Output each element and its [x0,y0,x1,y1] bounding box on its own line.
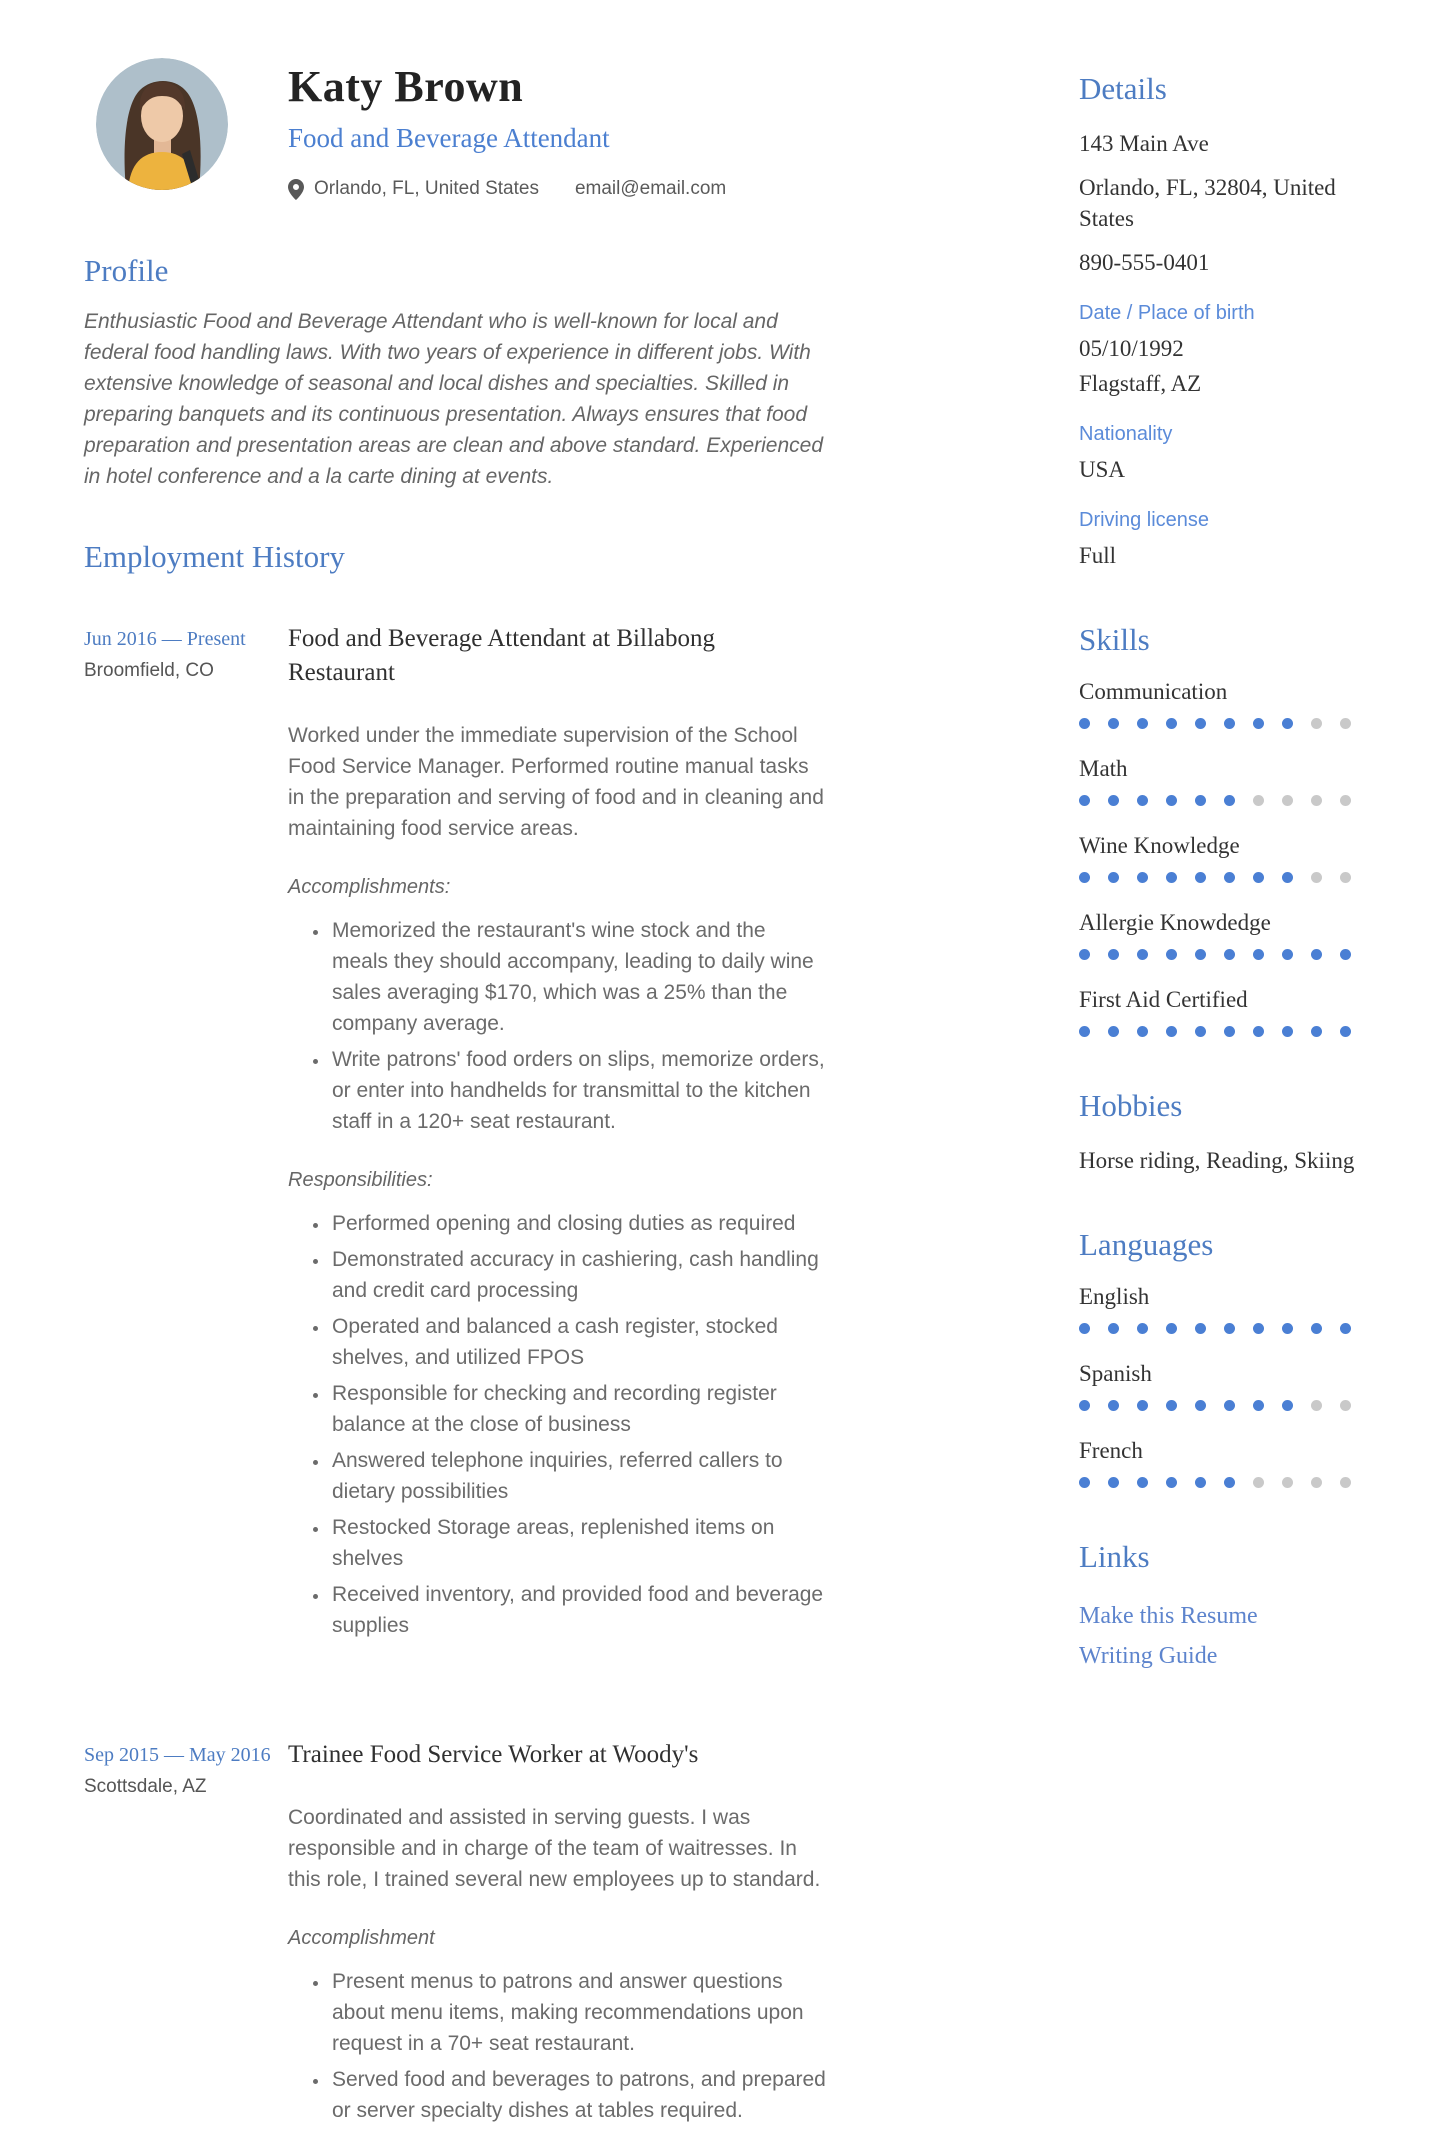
job-bullet: • Answered telephone inquiries, referred callers to dietary possibilities [330,1445,826,1507]
details-heading: Details [1079,71,1167,106]
level-dot [1282,795,1293,806]
level-dot [1224,1400,1235,1411]
skills-section [1079,621,1365,1037]
level-dot [1108,1323,1119,1334]
job-location: Broomfield, CO [84,660,214,681]
level-dot [1108,949,1119,960]
skill-level-dots [1079,949,1365,960]
level-dot [1282,872,1293,883]
job-bullet: • Demonstrated accuracy in cashiering, cash handling and credit card processing [330,1244,826,1306]
level-dot [1340,949,1351,960]
level-dot [1224,718,1235,729]
level-dot [1137,1400,1148,1411]
skill-level-dots [1079,1026,1365,1037]
detail-label: Driving license [1079,509,1210,531]
level-dot [1253,1026,1264,1037]
level-dot [1282,1400,1293,1411]
hobbies-section [1079,1087,1365,1176]
job-bullet: • Restocked Storage areas, replenished items on shelves [330,1512,826,1574]
level-dot [1224,949,1235,960]
level-dot [1311,795,1322,806]
job-dates: Sep 2015 — May 2016 [84,1744,271,1766]
detail-value: 05/10/1992 [1079,336,1184,361]
job-bullet: • Present menus to patrons and answer questions about menu items, making recommendations upon request in a 70+ seat restaurant. [330,1966,826,2059]
level-dot [1137,872,1148,883]
location-text: Orlando, FL, United States [314,178,539,199]
person-name: Katy Brown [288,62,524,111]
level-dot [1253,718,1264,729]
level-dot [1195,872,1206,883]
level-dot [1166,795,1177,806]
job-bullet: • Performed opening and closing duties as required [330,1208,826,1239]
language-level-dots [1079,1400,1365,1411]
level-dot [1253,795,1264,806]
skill-level-dots [1079,718,1365,729]
level-dot [1195,718,1206,729]
employment-heading: Employment History [84,539,345,574]
job-entry [84,1738,826,2131]
job-bullet: • Write patrons' food orders on slips, memorize orders, or enter into handhelds for transmittal to the kitchen staff in a 120+ seat restaurant. [330,1044,826,1137]
skill-name: Communication [1079,679,1228,704]
level-dot [1195,1400,1206,1411]
level-dot [1108,1026,1119,1037]
address-line2: Orlando, FL, 32804, United States [1079,175,1336,231]
language-level-dots [1079,1323,1365,1334]
job-bullet: • Responsible for checking and recording register balance at the close of business [330,1378,826,1440]
job-body [288,622,826,1646]
level-dot [1166,1477,1177,1488]
links-heading: Links [1079,1539,1150,1574]
level-dot [1311,872,1322,883]
job-title: Trainee Food Service Worker at Woody's [288,1741,699,1768]
level-dot [1340,795,1351,806]
job-subsection-label: Responsibilities: [288,1169,433,1191]
level-dot [1311,1477,1322,1488]
level-dot [1340,872,1351,883]
job-location: Scottsdale, AZ [84,1776,207,1797]
job-title: Food and Beverage Attendant at Billabong Restaurant [288,625,715,686]
level-dot [1108,1400,1119,1411]
address-line1: 143 Main Ave [1079,131,1209,156]
job-body [288,1738,826,2131]
job-bullet: • Received inventory, and provided food and beverage supplies [330,1579,826,1641]
detail-value: USA [1079,457,1126,482]
job-meta [84,622,288,1646]
job-dates: Jun 2016 — Present [84,628,246,650]
links-list [1079,1596,1365,1676]
details-fields [1079,302,1365,571]
level-dot [1079,949,1090,960]
level-dot [1195,1026,1206,1037]
profile-heading: Profile [84,253,169,288]
sidebar [1079,58,1365,2048]
level-dot [1311,949,1322,960]
level-dot [1282,1026,1293,1037]
languages-list [1079,1284,1365,1488]
profile-photo-illustration [96,58,228,190]
level-dot [1137,718,1148,729]
level-dot [1311,1026,1322,1037]
header-text [288,58,826,200]
level-dot [1108,795,1119,806]
language-name: English [1079,1284,1150,1309]
level-dot [1166,949,1177,960]
languages-section [1079,1226,1365,1488]
links-section [1079,1538,1365,1676]
level-dot [1224,795,1235,806]
skills-list [1079,679,1365,1037]
level-dot [1137,1323,1148,1334]
person-job-title: Food and Beverage Attendant [288,123,610,153]
main-column [84,58,826,2122]
hobbies-text: Horse riding, Reading, Skiing [1079,1148,1355,1173]
level-dot [1108,718,1119,729]
phone-number: 890-555-0401 [1079,250,1210,275]
skill-name: First Aid Certified [1079,987,1248,1012]
detail-label: Date / Place of birth [1079,302,1255,324]
job-description: Coordinated and assisted in serving guests. I was responsible and in charge of the team of waitresses. In this role, I trained several new employees up to standard. [288,1806,821,1891]
level-dot [1340,1026,1351,1037]
language-name: Spanish [1079,1361,1152,1386]
level-dot [1340,718,1351,729]
contact-row [288,178,826,200]
level-dot [1108,1477,1119,1488]
level-dot [1079,1323,1090,1334]
level-dot [1079,872,1090,883]
languages-heading: Languages [1079,1227,1214,1262]
level-dot [1311,1323,1322,1334]
level-dot [1340,1400,1351,1411]
profile-text: Enthusiastic Food and Beverage Attendant who is well-known for local and federal food handling laws. With two years of experience in different jobs. With extensive knowledge of seasonal and local dishes and specialties. Skilled in preparing banquets and its continuous presentation. Always ensures that food preparation and presentation areas are clean and above standard. Experienced in hotel conference and a la carte dining at events. [84,310,824,488]
profile-photo [96,58,228,190]
level-dot [1224,1323,1235,1334]
header [84,58,826,200]
skill-level-dots [1079,795,1365,806]
level-dot [1195,1477,1206,1488]
skills-heading: Skills [1079,622,1150,657]
skill-level-dots [1079,872,1365,883]
level-dot [1224,872,1235,883]
level-dot [1195,949,1206,960]
level-dot [1137,795,1148,806]
level-dot [1137,949,1148,960]
avatar-wrap [84,58,288,190]
skill-name: Math [1079,756,1128,781]
level-dot [1166,872,1177,883]
job-meta [84,1738,288,2131]
level-dot [1079,718,1090,729]
level-dot [1224,1026,1235,1037]
level-dot [1340,1323,1351,1334]
level-dot [1282,1323,1293,1334]
level-dot [1282,1477,1293,1488]
level-dot [1253,1323,1264,1334]
level-dot [1224,1477,1235,1488]
job-subsection-label: Accomplishments: [288,876,451,898]
job-bullet-list [288,1208,826,1641]
level-dot [1137,1026,1148,1037]
level-dot [1195,795,1206,806]
skill-name: Wine Knowledge [1079,833,1240,858]
employment-section [84,538,826,2131]
level-dot [1253,1477,1264,1488]
level-dot [1079,1400,1090,1411]
level-dot [1311,1400,1322,1411]
level-dot [1282,718,1293,729]
job-bullet-list [288,915,826,1137]
sidebar-link[interactable]: Writing Guide [1079,1643,1218,1669]
job-description: Worked under the immediate supervision of the School Food Service Manager. Performed routine manual tasks in the preparation and serving of food and in cleaning and maintaining food service areas. [288,724,824,840]
level-dot [1079,1477,1090,1488]
details-section [1079,70,1365,571]
level-dot [1253,1400,1264,1411]
level-dot [1253,949,1264,960]
level-dot [1079,1026,1090,1037]
skill-name: Allergie Knowdedge [1079,910,1271,935]
level-dot [1108,872,1119,883]
level-dot [1166,1400,1177,1411]
job-bullet: • Operated and balanced a cash register, stocked shelves, and utilized FPOS [330,1311,826,1373]
level-dot [1166,718,1177,729]
detail-value: Flagstaff, AZ [1079,371,1202,396]
level-dot [1079,795,1090,806]
level-dot [1137,1477,1148,1488]
job-bullet: • Memorized the restaurant's wine stock and the meals they should accompany, leading to daily wine sales averaging $170, which was a 25% than the company average. [330,915,826,1039]
employment-jobs [84,622,826,2131]
hobbies-heading: Hobbies [1079,1088,1183,1123]
language-level-dots [1079,1477,1365,1488]
profile-section [84,252,826,492]
job-bullet: • Served food and beverages to patrons, and prepared or server specialty dishes at tables required. [330,2064,826,2126]
level-dot [1311,718,1322,729]
sidebar-link[interactable]: Make this Resume [1079,1603,1258,1629]
level-dot [1253,872,1264,883]
detail-value: Full [1079,543,1117,568]
job-subsection-label: Accomplishment [288,1927,435,1949]
level-dot [1195,1323,1206,1334]
detail-label: Nationality [1079,423,1173,445]
level-dot [1166,1026,1177,1037]
language-name: French [1079,1438,1143,1463]
level-dot [1282,949,1293,960]
email-link[interactable]: email@email.com [574,178,727,199]
location-pin-icon [288,179,304,200]
level-dot [1166,1323,1177,1334]
level-dot [1340,1477,1351,1488]
job-bullet-list [288,1966,826,2126]
job-entry [84,622,826,1646]
